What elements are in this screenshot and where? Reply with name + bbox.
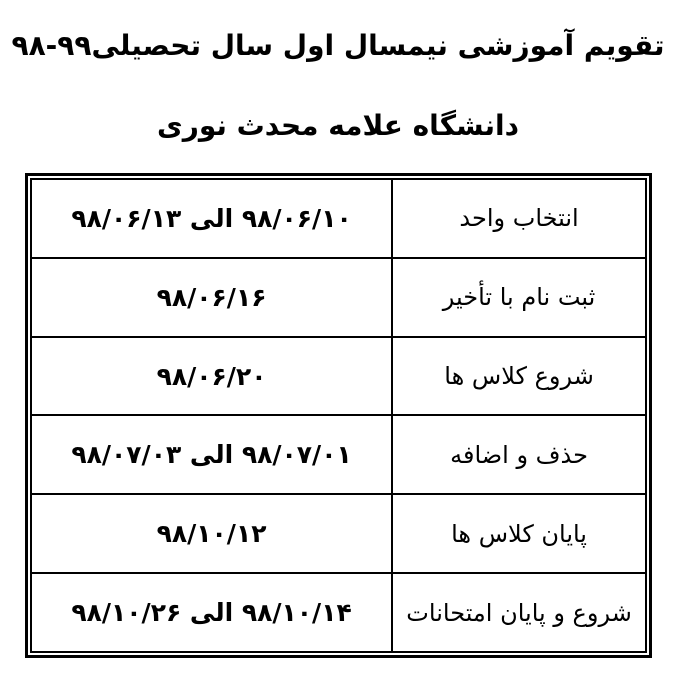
event-cell: ثبت نام با تأخیر xyxy=(392,258,646,337)
event-cell: انتخاب واحد xyxy=(392,179,646,258)
academic-calendar-table xyxy=(30,178,647,653)
date-cell: ۹۸/۰۶/۱۶ xyxy=(31,258,392,337)
date-cell: ۹۸/۰۷/۰۱ الی ۹۸/۰۷/۰۳ xyxy=(31,415,392,494)
event-cell: حذف و اضافه xyxy=(392,415,646,494)
event-cell: شروع کلاس ها xyxy=(392,337,646,416)
date-cell: ۹۸/۰۶/۱۰ الی ۹۸/۰۶/۱۳ xyxy=(31,179,392,258)
table-row xyxy=(31,258,646,337)
date-cell: ۹۸/۱۰/۱۲ xyxy=(31,494,392,573)
table-row xyxy=(31,494,646,573)
table-row xyxy=(31,573,646,652)
event-cell: شروع و پایان امتحانات xyxy=(392,573,646,652)
table-row xyxy=(31,337,646,416)
page-title: تقویم آموزشی نیمسال اول سال تحصیلی۹۹-۹۸ xyxy=(11,29,665,62)
calendar-table-frame xyxy=(25,173,652,658)
date-cell: ۹۸/۰۶/۲۰ xyxy=(31,337,392,416)
table-row xyxy=(31,415,646,494)
table-row xyxy=(31,179,646,258)
date-cell: ۹۸/۱۰/۱۴ الی ۹۸/۱۰/۲۶ xyxy=(31,573,392,652)
event-cell: پایان کلاس ها xyxy=(392,494,646,573)
university-name: دانشگاه علامه محدث نوری xyxy=(157,109,519,142)
